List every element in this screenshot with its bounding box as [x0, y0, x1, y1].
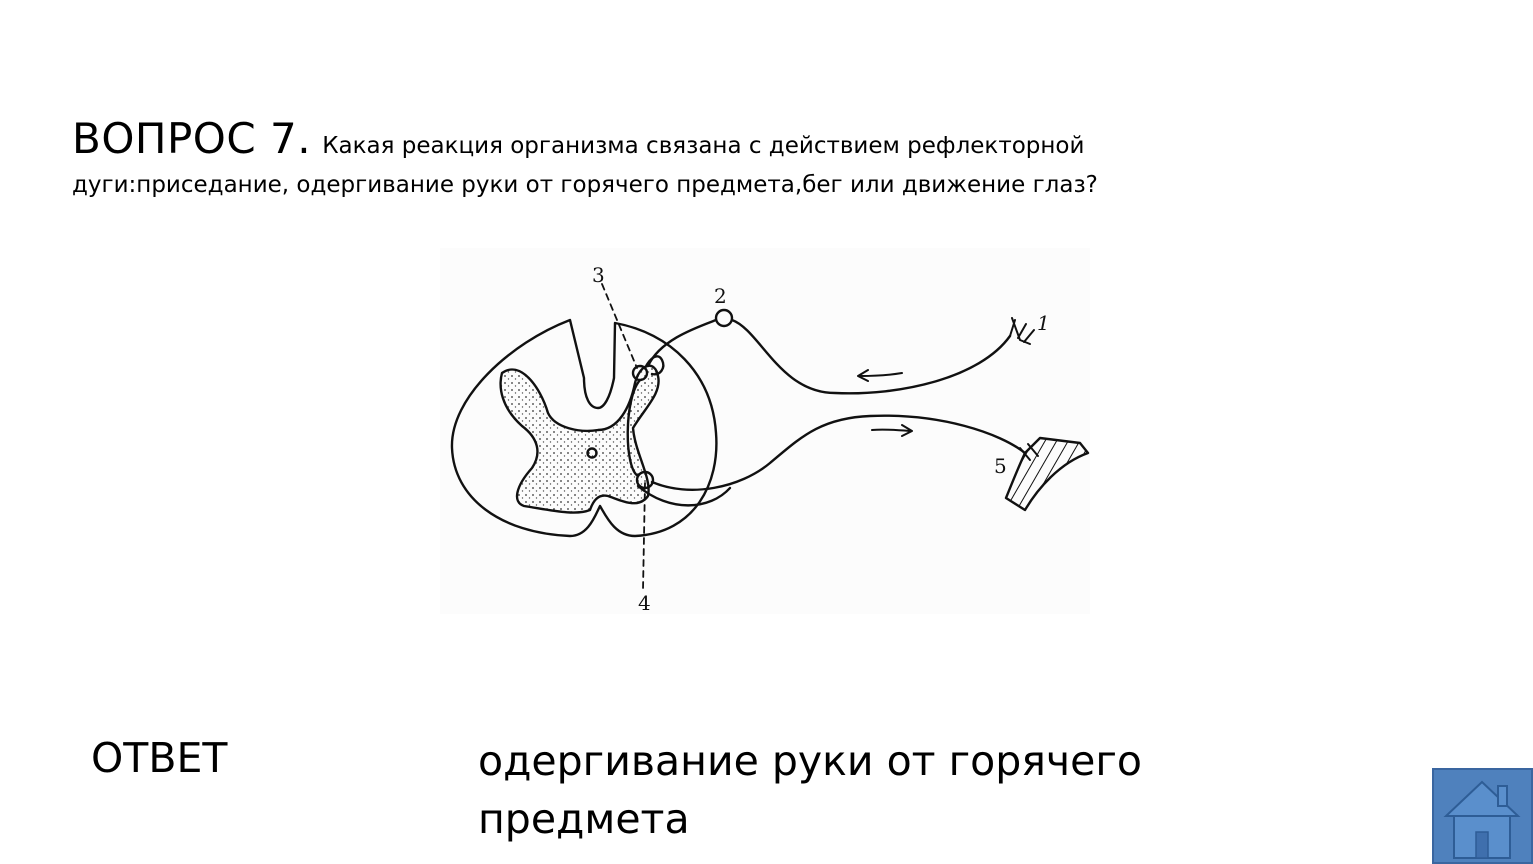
label-4: 4: [638, 591, 651, 614]
receptor: [1010, 318, 1034, 344]
question-block: [72, 112, 1272, 203]
home-button[interactable]: [1432, 768, 1533, 864]
motor-axon: [652, 416, 1025, 490]
sensory-arrow: [858, 370, 902, 381]
answer-label: ОТВЕТ: [91, 734, 228, 782]
label-1: 1: [1037, 311, 1050, 335]
sensory-axon-peripheral: [732, 320, 1010, 393]
question-text-line1: Какая реакция организма связана с действием рефлекторной: [322, 133, 1085, 159]
label-3: 3: [592, 263, 605, 287]
label-5: 5: [994, 454, 1007, 478]
home-icon: [1434, 770, 1531, 862]
label-2: 2: [714, 284, 727, 308]
reflex-arc-drawing: [440, 248, 1090, 614]
answer-text: одергивание руки от горячего предмета: [478, 737, 1142, 843]
sensory-axon-central: [648, 320, 716, 366]
motor-arrow: [872, 425, 912, 436]
question-heading: ВОПРОС 7.: [72, 114, 312, 163]
sensory-ganglion: [716, 310, 732, 326]
question-text-line2: дуги:приседание, одергивание руки от горячего предмета,бег или движение глаз?: [72, 172, 1098, 198]
reflex-arc-diagram: [440, 248, 1090, 614]
